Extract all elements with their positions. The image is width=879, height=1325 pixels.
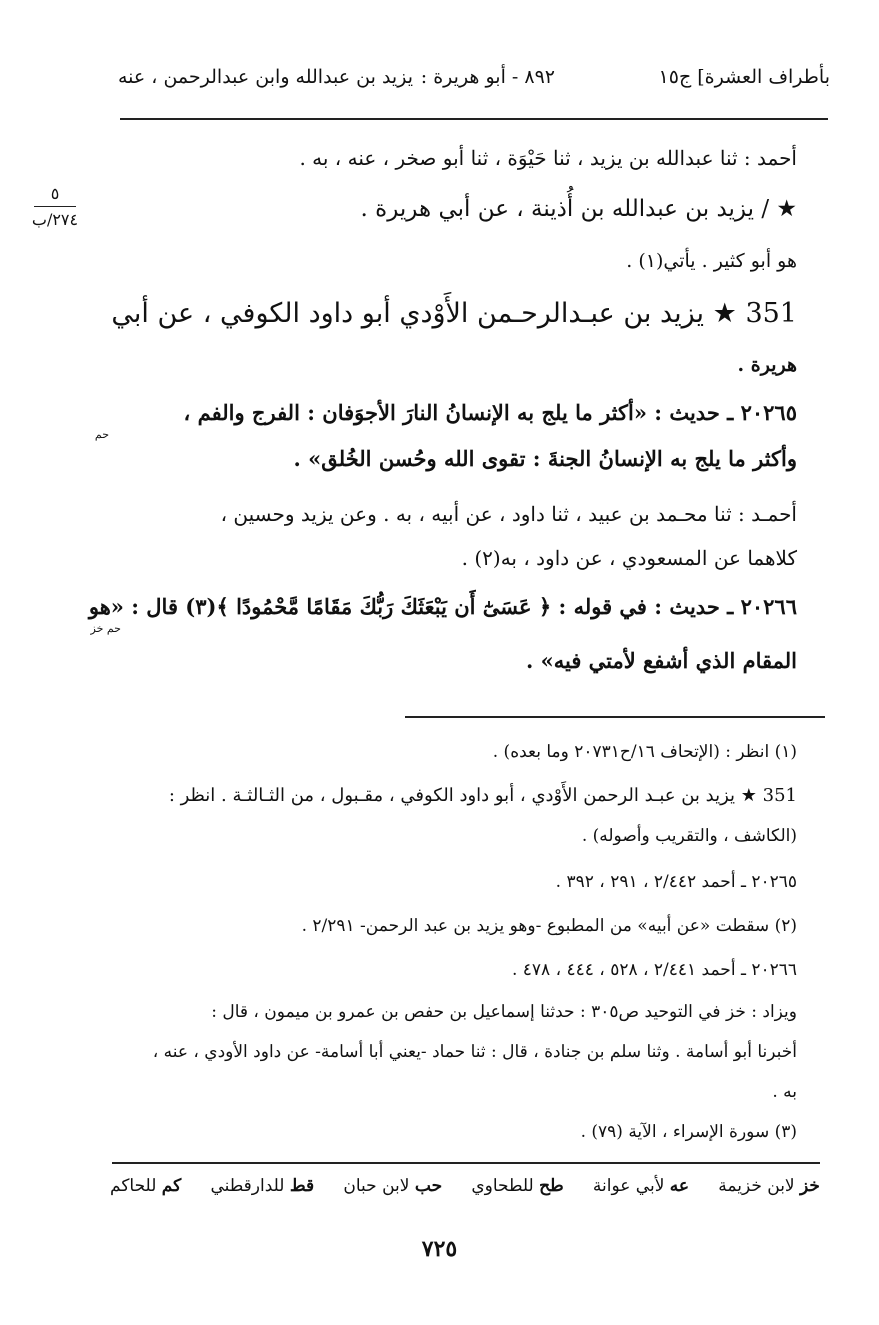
- abbr-item: حب لابن حبان: [343, 1176, 443, 1196]
- abbreviations-legend: [110, 1176, 820, 1196]
- footnote-2: (٢) سقطت «عن أبيه» من المطبوع -وهو يزيد بن عبد الرحمن- ٢/٢٩١ .: [301, 916, 797, 936]
- margin-note-divider: [34, 206, 76, 207]
- running-header: [118, 66, 830, 102]
- body-line-2: ★ / يزيد بن عبدالله بن أُذينة ، عن أبي هريرة .: [360, 196, 797, 222]
- abbr-item: طح للطحاوي: [471, 1176, 564, 1196]
- footnote-351: 351 ★ يزيد بن عبـد الرحمن الأَوْدي ، أبو داود الكوفي ، مقـبول ، من الثـالثـة . انظر :: [168, 785, 797, 806]
- footnote-1: (١) انظر : (الإتحاف ١٦/ح٢٠٧٣١ وما بعده) .: [492, 742, 797, 762]
- footnote-20266-extra-2: أخبرنا أبو أسامة . وثنا سلم بن جنادة ، قال : ثنا حماد -يعني أبا أسامة- عن داود الأودي ، عنه ،: [152, 1042, 797, 1062]
- footnote-20266: ٢٠٢٦٦ ـ أحمد ٢/٤٤١ ، ٥٢٨ ، ٤٤٤ ، ٤٧٨ .: [511, 960, 797, 980]
- hadith-20265-line-1: ٢٠٢٦٥ ـ حديث : «أكثر ما يلج به الإنسانُ النارَ الأجوَفان : الفرج والفم ،: [183, 400, 797, 425]
- footnote-351-cont: (الكاشف ، والتقريب وأصوله) .: [581, 826, 797, 846]
- hadith-20266-line-1: ٢٠٢٦٦ ـ حديث : في قوله : ﴿ عَسَىٰٓ أَن يَبْعَثَكَ رَبُّكَ مَقَامًا مَّحْمُودًا ﴾(٣) قال : «هو: [88, 594, 797, 619]
- entry-heading-351: 351 ★ يزيد بن عبـدالرحـمن الأَوْدي أبو داود الكوفي ، عن أبي: [111, 298, 797, 329]
- footnote-3: (٣) سورة الإسراء ، الآية (٧٩) .: [580, 1122, 797, 1142]
- source-mark-20266: حم خز: [90, 622, 121, 635]
- abbr-item: خز لابن خزيمة: [718, 1176, 820, 1196]
- abbreviations-rule: [112, 1162, 820, 1164]
- footnote-20265: ٢٠٢٦٥ ـ أحمد ٢/٤٤٢ ، ٢٩١ ، ٣٩٢ .: [555, 872, 797, 892]
- source-mark-20265: حم: [94, 428, 109, 441]
- hadith-20265-line-2: وأكثر ما يلج به الإنسانُ الجنةَ : تقوى الله وحُسن الخُلق» .: [293, 446, 797, 471]
- header-book-title: بأطراف العشرة] ج١٥: [658, 66, 830, 88]
- abbr-item: كم للحاكم: [110, 1176, 182, 1196]
- body-line-1: أحمد : ثنا عبدالله بن يزيد ، ثنا حَيْوَة ، ثنا أبو صخر ، عنه ، به .: [299, 146, 797, 170]
- footnote-rule: [405, 716, 825, 718]
- margin-folio-note: [30, 184, 80, 229]
- footnote-20266-extra-3: به .: [772, 1082, 797, 1102]
- margin-note-top: ٥: [50, 184, 60, 203]
- body-line-3: هو أبو كثير . يأتي(١) .: [626, 250, 797, 272]
- chain-line-1: أحمـد : ثنا محـمد بن عبيد ، ثنا داود ، عن أبيه ، به . وعن يزيد وحسين ،: [220, 502, 797, 526]
- abbr-item: عه لأبي عوانة: [592, 1176, 690, 1196]
- footnote-20266-extra-1: ويزاد : خز في التوحيد ص٣٠٥ : حدثنا إسماعيل بن حفص بن عمرو بن ميمون ، قال :: [211, 1002, 797, 1022]
- entry-heading-continued: هريرة .: [737, 354, 797, 376]
- header-entry-number: ٨٩٢ - أبو هريرة :: [420, 66, 555, 88]
- chain-line-2: كلاهما عن المسعودي ، عن داود ، به(٢) .: [461, 546, 797, 570]
- header-chain: يزيد بن عبدالله وابن عبدالرحمن ، عنه: [118, 66, 413, 88]
- page-number: ٧٢٥: [421, 1236, 458, 1262]
- abbr-item: قط للدارقطني: [210, 1176, 315, 1196]
- margin-note-bottom: ٢٧٤/ب: [31, 210, 79, 229]
- hadith-20266-line-2: المقام الذي أشفع لأمتي فيه» .: [525, 648, 797, 673]
- header-rule: [120, 118, 828, 120]
